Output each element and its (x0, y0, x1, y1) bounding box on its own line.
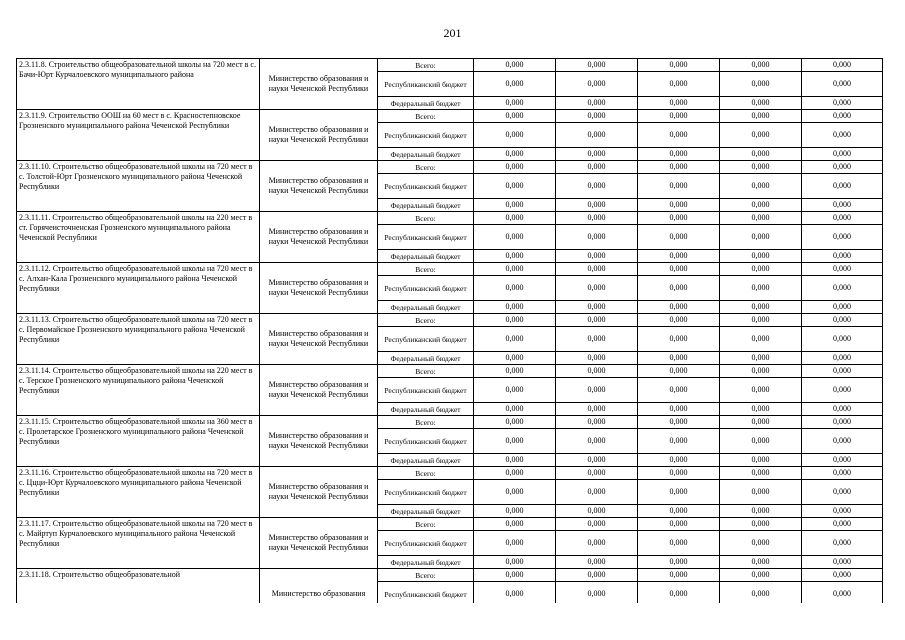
amount-cell: 0,000 (720, 505, 802, 518)
amount-cell: 0,000 (802, 518, 883, 531)
amount-cell: 0,000 (720, 225, 802, 250)
amount-cell: 0,000 (474, 225, 556, 250)
responsible-organization: Министерство образования и науки Чеченской Республики (260, 416, 378, 467)
amount-cell: 0,000 (720, 161, 802, 174)
amount-cell: 0,000 (638, 518, 720, 531)
amount-cell: 0,000 (720, 263, 802, 276)
amount-cell: 0,000 (474, 365, 556, 378)
budget-table (16, 58, 883, 620)
amount-cell: 0,000 (638, 505, 720, 518)
amount-cell: 0,000 (720, 429, 802, 454)
funding-source-label: Республиканский бюджет (378, 429, 474, 454)
amount-cell: 0,000 (802, 378, 883, 403)
table-row (17, 467, 883, 480)
funding-source-label: Федеральный бюджет (378, 352, 474, 365)
amount-cell: 0,000 (474, 148, 556, 161)
amount-cell: 0,000 (638, 378, 720, 403)
amount-cell: 0,000 (556, 250, 638, 263)
amount-cell: 0,000 (720, 250, 802, 263)
funding-source-label: Федеральный бюджет (378, 403, 474, 416)
amount-cell: 0,000 (556, 97, 638, 110)
amount-cell: 0,000 (474, 378, 556, 403)
funding-source-label: Федеральный бюджет (378, 556, 474, 569)
amount-cell: 0,000 (474, 174, 556, 199)
page-bottom-margin (0, 603, 905, 640)
responsible-organization: Министерство образования и науки Чеченской Республики (260, 161, 378, 212)
amount-cell: 0,000 (802, 569, 883, 582)
amount-cell: 0,000 (638, 556, 720, 569)
amount-cell: 0,000 (638, 365, 720, 378)
table-row (17, 212, 883, 225)
amount-cell: 0,000 (720, 148, 802, 161)
funding-source-label: Республиканский бюджет (378, 276, 474, 301)
amount-cell: 0,000 (720, 72, 802, 97)
amount-cell: 0,000 (556, 480, 638, 505)
responsible-organization: Министерство образования и науки Чеченской Республики (260, 518, 378, 569)
responsible-organization: Министерство образования (260, 569, 378, 620)
amount-cell: 0,000 (474, 480, 556, 505)
amount-cell: 0,000 (638, 59, 720, 72)
project-description: 2.3.11.11. Строительство общеобразовательной школы на 220 мест в ст. Горячеисточненская Грозненского муниципального района Чеченской Республики (17, 212, 260, 263)
funding-source-label: Всего: (378, 467, 474, 480)
amount-cell: 0,000 (474, 263, 556, 276)
funding-source-label: Всего: (378, 263, 474, 276)
amount-cell: 0,000 (556, 531, 638, 556)
responsible-organization: Министерство образования и науки Чеченской Республики (260, 110, 378, 161)
amount-cell: 0,000 (802, 301, 883, 314)
amount-cell: 0,000 (474, 199, 556, 212)
amount-cell: 0,000 (802, 416, 883, 429)
amount-cell: 0,000 (638, 263, 720, 276)
amount-cell: 0,000 (638, 467, 720, 480)
amount-cell: 0,000 (556, 429, 638, 454)
table-row (17, 569, 883, 582)
amount-cell: 0,000 (720, 378, 802, 403)
amount-cell: 0,000 (802, 212, 883, 225)
amount-cell: 0,000 (638, 582, 720, 607)
funding-source-label: Республиканский бюджет (378, 174, 474, 199)
funding-source-label: Всего: (378, 59, 474, 72)
amount-cell: 0,000 (802, 454, 883, 467)
amount-cell: 0,000 (802, 276, 883, 301)
amount-cell: 0,000 (474, 582, 556, 607)
responsible-organization: Министерство образования и науки Чеченской Республики (260, 467, 378, 518)
amount-cell: 0,000 (802, 161, 883, 174)
funding-source-label: Федеральный бюджет (378, 199, 474, 212)
amount-cell: 0,000 (802, 327, 883, 352)
responsible-organization: Министерство образования и науки Чеченской Республики (260, 314, 378, 365)
amount-cell: 0,000 (474, 416, 556, 429)
project-description: 2.3.11.8. Строительство общеобразовательной школы на 720 мест в с. Бачи-Юрт Курчалоевского муниципального района (17, 59, 260, 110)
project-description: 2.3.11.15. Строительство общеобразовательной школы на 360 мест в с. Пролетарское Грозненского муниципального района Чеченской Республики (17, 416, 260, 467)
funding-source-label: Федеральный бюджет (378, 250, 474, 263)
funding-source-label: Всего: (378, 110, 474, 123)
funding-source-label: Республиканский бюджет (378, 480, 474, 505)
amount-cell: 0,000 (474, 518, 556, 531)
responsible-organization: Министерство образования и науки Чеченской Республики (260, 263, 378, 314)
amount-cell: 0,000 (802, 72, 883, 97)
page-number: 201 (443, 26, 462, 40)
funding-source-label: Республиканский бюджет (378, 582, 474, 607)
amount-cell: 0,000 (802, 480, 883, 505)
amount-cell: 0,000 (474, 556, 556, 569)
amount-cell: 0,000 (802, 174, 883, 199)
amount-cell: 0,000 (802, 556, 883, 569)
funding-source-label: Всего: (378, 569, 474, 582)
amount-cell: 0,000 (556, 110, 638, 123)
amount-cell: 0,000 (720, 416, 802, 429)
amount-cell: 0,000 (720, 480, 802, 505)
project-description: 2.3.11.14. Строительство общеобразовательной школы на 220 мест в с. Терское Грозненского муниципального района Чеченской Республики (17, 365, 260, 416)
amount-cell: 0,000 (720, 174, 802, 199)
table-row (17, 59, 883, 72)
amount-cell: 0,000 (638, 212, 720, 225)
amount-cell: 0,000 (474, 212, 556, 225)
amount-cell: 0,000 (638, 531, 720, 556)
amount-cell: 0,000 (638, 301, 720, 314)
amount-cell: 0,000 (802, 59, 883, 72)
amount-cell: 0,000 (720, 403, 802, 416)
amount-cell: 0,000 (474, 123, 556, 148)
amount-cell: 0,000 (638, 161, 720, 174)
amount-cell: 0,000 (802, 148, 883, 161)
amount-cell: 0,000 (638, 110, 720, 123)
amount-cell: 0,000 (802, 531, 883, 556)
amount-cell: 0,000 (720, 531, 802, 556)
amount-cell: 0,000 (720, 518, 802, 531)
amount-cell: 0,000 (556, 467, 638, 480)
amount-cell: 0,000 (720, 365, 802, 378)
funding-source-label: Всего: (378, 314, 474, 327)
amount-cell: 0,000 (556, 301, 638, 314)
amount-cell: 0,000 (556, 365, 638, 378)
amount-cell: 0,000 (638, 569, 720, 582)
amount-cell: 0,000 (556, 518, 638, 531)
amount-cell: 0,000 (474, 250, 556, 263)
amount-cell: 0,000 (638, 72, 720, 97)
amount-cell: 0,000 (474, 314, 556, 327)
amount-cell: 0,000 (474, 429, 556, 454)
amount-cell: 0,000 (556, 569, 638, 582)
amount-cell: 0,000 (556, 556, 638, 569)
amount-cell: 0,000 (556, 403, 638, 416)
amount-cell: 0,000 (556, 123, 638, 148)
funding-source-label: Федеральный бюджет (378, 97, 474, 110)
amount-cell: 0,000 (720, 59, 802, 72)
project-description: 2.3.11.12. Строительство общеобразовательной школы на 720 мест в с. Алхан-Кала Грозненского муниципального района Чеченской Республики (17, 263, 260, 314)
amount-cell: 0,000 (802, 263, 883, 276)
amount-cell: 0,000 (474, 569, 556, 582)
funding-source-label: Всего: (378, 518, 474, 531)
amount-cell: 0,000 (802, 199, 883, 212)
amount-cell: 0,000 (720, 327, 802, 352)
amount-cell: 0,000 (556, 505, 638, 518)
funding-source-label: Всего: (378, 416, 474, 429)
amount-cell: 0,000 (720, 314, 802, 327)
amount-cell: 0,000 (720, 582, 802, 607)
funding-source-label: Федеральный бюджет (378, 505, 474, 518)
project-description: 2.3.11.10. Строительство общеобразовательной школы на 720 мест в с. Толстой-Юрт Грозненского муниципального района Чеченской Республики (17, 161, 260, 212)
amount-cell: 0,000 (720, 454, 802, 467)
amount-cell: 0,000 (720, 212, 802, 225)
amount-cell: 0,000 (638, 327, 720, 352)
amount-cell: 0,000 (720, 199, 802, 212)
amount-cell: 0,000 (556, 72, 638, 97)
responsible-organization: Министерство образования и науки Чеченской Республики (260, 212, 378, 263)
amount-cell: 0,000 (720, 110, 802, 123)
amount-cell: 0,000 (474, 276, 556, 301)
amount-cell: 0,000 (638, 416, 720, 429)
amount-cell: 0,000 (638, 97, 720, 110)
amount-cell: 0,000 (556, 174, 638, 199)
amount-cell: 0,000 (638, 480, 720, 505)
funding-source-label: Республиканский бюджет (378, 327, 474, 352)
amount-cell: 0,000 (556, 416, 638, 429)
amount-cell: 0,000 (638, 276, 720, 301)
funding-source-label: Республиканский бюджет (378, 531, 474, 556)
amount-cell: 0,000 (720, 556, 802, 569)
amount-cell: 0,000 (720, 352, 802, 365)
amount-cell: 0,000 (638, 403, 720, 416)
table-body (17, 59, 883, 620)
responsible-organization: Министерство образования и науки Чеченской Республики (260, 365, 378, 416)
amount-cell: 0,000 (720, 97, 802, 110)
amount-cell: 0,000 (474, 110, 556, 123)
table-row (17, 518, 883, 531)
amount-cell: 0,000 (802, 365, 883, 378)
table-row (17, 416, 883, 429)
funding-source-label: Республиканский бюджет (378, 378, 474, 403)
amount-cell: 0,000 (638, 174, 720, 199)
amount-cell: 0,000 (802, 467, 883, 480)
project-description: 2.3.11.9. Строительство ООШ на 60 мест в с. Красностепновское Грозненского муниципального района Чеченской Республики (17, 110, 260, 161)
amount-cell: 0,000 (556, 454, 638, 467)
table-row (17, 161, 883, 174)
funding-source-label: Федеральный бюджет (378, 148, 474, 161)
amount-cell: 0,000 (474, 454, 556, 467)
responsible-organization: Министерство образования и науки Чеченской Республики (260, 59, 378, 110)
amount-cell: 0,000 (802, 505, 883, 518)
amount-cell: 0,000 (474, 59, 556, 72)
amount-cell: 0,000 (638, 454, 720, 467)
amount-cell: 0,000 (556, 314, 638, 327)
amount-cell: 0,000 (802, 250, 883, 263)
amount-cell: 0,000 (474, 467, 556, 480)
amount-cell: 0,000 (802, 97, 883, 110)
amount-cell: 0,000 (802, 110, 883, 123)
funding-source-label: Федеральный бюджет (378, 454, 474, 467)
funding-source-label: Республиканский бюджет (378, 123, 474, 148)
amount-cell: 0,000 (556, 263, 638, 276)
amount-cell: 0,000 (474, 505, 556, 518)
amount-cell: 0,000 (802, 314, 883, 327)
project-description: 2.3.11.16. Строительство общеобразовательной школы на 720 мест в с. Ццци-Юрт Курчалоевского муниципального района Чеченской Республики (17, 467, 260, 518)
amount-cell: 0,000 (474, 301, 556, 314)
amount-cell: 0,000 (802, 352, 883, 365)
amount-cell: 0,000 (638, 123, 720, 148)
amount-cell: 0,000 (638, 199, 720, 212)
amount-cell: 0,000 (802, 123, 883, 148)
project-description: 2.3.11.18. Строительство общеобразовательной (17, 569, 260, 620)
amount-cell: 0,000 (556, 225, 638, 250)
amount-cell: 0,000 (474, 97, 556, 110)
funding-source-label: Всего: (378, 161, 474, 174)
amount-cell: 0,000 (556, 199, 638, 212)
funding-source-label: Всего: (378, 365, 474, 378)
amount-cell: 0,000 (556, 148, 638, 161)
amount-cell: 0,000 (638, 148, 720, 161)
amount-cell: 0,000 (638, 225, 720, 250)
amount-cell: 0,000 (638, 314, 720, 327)
table-row (17, 314, 883, 327)
amount-cell: 0,000 (720, 123, 802, 148)
funding-source-label: Всего: (378, 212, 474, 225)
amount-cell: 0,000 (474, 403, 556, 416)
amount-cell: 0,000 (802, 429, 883, 454)
amount-cell: 0,000 (720, 301, 802, 314)
project-description: 2.3.11.17. Строительство общеобразовательной школы на 720 мест в с. Майртуп Курчалоевского муниципального района Чеченской Республики (17, 518, 260, 569)
amount-cell: 0,000 (556, 352, 638, 365)
amount-cell: 0,000 (556, 59, 638, 72)
funding-source-label: Федеральный бюджет (378, 301, 474, 314)
table-row (17, 365, 883, 378)
funding-source-label: Республиканский бюджет (378, 225, 474, 250)
amount-cell: 0,000 (720, 276, 802, 301)
amount-cell: 0,000 (638, 429, 720, 454)
funding-source-label: Республиканский бюджет (378, 72, 474, 97)
amount-cell: 0,000 (720, 467, 802, 480)
amount-cell: 0,000 (556, 582, 638, 607)
amount-cell: 0,000 (474, 72, 556, 97)
amount-cell: 0,000 (474, 327, 556, 352)
table-row (17, 263, 883, 276)
amount-cell: 0,000 (556, 161, 638, 174)
amount-cell: 0,000 (556, 212, 638, 225)
amount-cell: 0,000 (474, 531, 556, 556)
amount-cell: 0,000 (802, 225, 883, 250)
amount-cell: 0,000 (556, 276, 638, 301)
amount-cell: 0,000 (802, 582, 883, 607)
amount-cell: 0,000 (638, 250, 720, 263)
amount-cell: 0,000 (638, 352, 720, 365)
amount-cell: 0,000 (474, 352, 556, 365)
amount-cell: 0,000 (720, 569, 802, 582)
amount-cell: 0,000 (474, 161, 556, 174)
amount-cell: 0,000 (802, 403, 883, 416)
project-description: 2.3.11.13. Строительство общеобразовательной школы на 720 мест в с. Первомайское Грозненского муниципального района Чеченской Республики (17, 314, 260, 365)
table-row (17, 110, 883, 123)
amount-cell: 0,000 (556, 327, 638, 352)
amount-cell: 0,000 (556, 378, 638, 403)
